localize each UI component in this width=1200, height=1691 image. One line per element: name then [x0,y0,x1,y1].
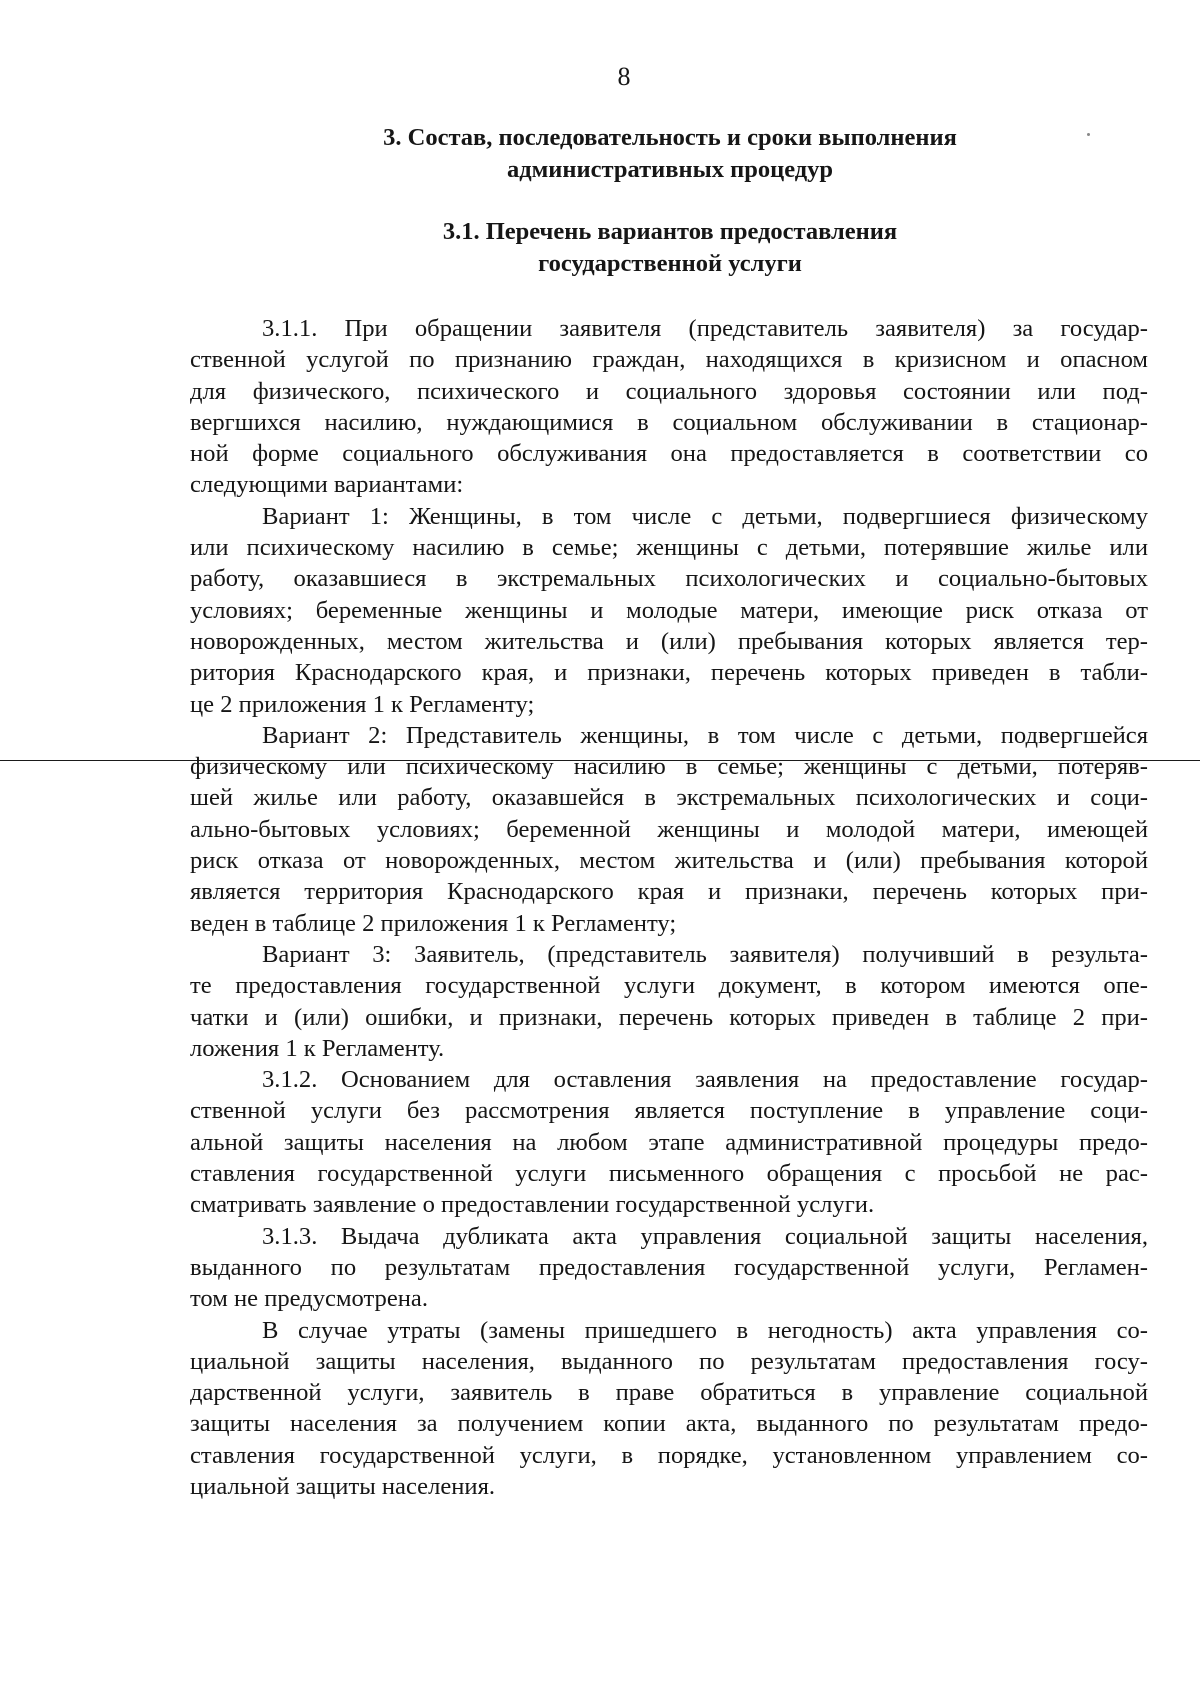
text-line: является территория Краснодарского края и признаки, перечень которых при- [190,878,1148,906]
text-line: защиты населения за получением копии акта, выданного по результатам предо- [190,1410,1148,1438]
text-line: ложения 1 к Регламенту. [190,1034,445,1062]
subsection-heading [190,216,1150,280]
text-line: ставления государственной услуги, в порядке, установленном управлением со- [190,1441,1148,1469]
text-line: це 2 приложения 1 к Регламенту; [190,690,535,718]
text-line: чатки и (или) ошибки, и признаки, перечень которых приведен в таблице 2 при- [190,1003,1148,1031]
section-heading-line-1: 3. Состав, последовательность и сроки выполнения [383,124,957,151]
text-line: условиях; беременные женщины и молодые матери, имеющие риск отказа от [190,596,1148,624]
text-line: Вариант 2: Представитель женщины, в том числе с детьми, подвергшейся [262,721,1148,749]
body-text [190,313,1148,1502]
text-line: для физического, психического и социального здоровья состоянии или под- [190,377,1148,405]
text-line: ально-бытовых условиях; беременной женщины и молодой матери, имеющей [190,815,1148,843]
text-line: или психическому насилию в семье; женщины с детьми, потерявшие жилье или [190,534,1148,562]
section-heading-line-2: административных процедур [506,156,834,183]
text-line: циальной защиты населения, выданного по результатам предоставления госу- [190,1347,1148,1375]
text-line: работу, оказавшиеся в экстремальных психологических и социально-бытовых [190,565,1148,593]
text-line: В случае утраты (замены пришедшего в негодность) акта управления со- [262,1316,1148,1344]
text-line: веден в таблице 2 приложения 1 к Регламенту; [190,909,677,937]
text-line: циальной защиты населения. [190,1472,496,1500]
text-line: сматривать заявление о предоставлении государственной услуги. [190,1191,875,1219]
text-line: те предоставления государственной услуги документ, в котором имеются опе- [190,972,1148,1000]
page-number: 8 [617,62,631,91]
text-line: риск отказа от новорожденных, местом жительства и (или) пребывания которой [190,847,1148,875]
text-line: 3.1.3. Выдача дубликата акта управления социальной защиты населения, [262,1222,1148,1250]
text-line: ритория Краснодарского края, и признаки, перечень которых приведен в табли- [190,659,1148,687]
subsection-heading-line-1: 3.1. Перечень вариантов предоставления [442,218,898,245]
text-line: том не предусмотрена. [190,1285,428,1313]
text-line: новорожденных, местом жительства и (или) пребывания которых является тер- [190,627,1148,655]
text-line: ной форме социального обслуживания она предоставляется в соответствии со [190,440,1148,468]
text-line: шей жилье или работу, оказавшейся в экстремальных психологических и соци- [190,784,1148,812]
text-line: ственной услугой по признанию граждан, находящихся в кризисном и опасном [190,346,1148,374]
text-line: Вариант 1: Женщины, в том числе с детьми, подвергшиеся физическому [262,502,1148,530]
text-line: 3.1.2. Основанием для оставления заявления на предоставление государ- [262,1066,1148,1094]
text-line: выданного по результатам предоставления государственной услуги, Регламен- [190,1253,1148,1281]
text-line: Вариант 3: Заявитель, (представитель заявителя) получивший в результа- [262,940,1148,968]
text-line: следующими вариантами: [190,471,464,499]
text-line: ставления государственной услуги письменного обращения с просьбой не рас- [190,1160,1148,1188]
text-line: 3.1.1. При обращении заявителя (представитель заявителя) за государ- [262,315,1148,342]
text-line: ственной услуги без рассмотрения является поступление в управление соци- [190,1097,1148,1125]
text-line: физическому или психическому насилию в семье; женщины с детьми, потеряв- [190,753,1148,781]
text-line: альной защиты населения на любом этапе административной процедуры предо- [190,1128,1148,1156]
text-line: дарственной услуги, заявитель в праве обратиться в управление социальной [190,1379,1148,1407]
section-heading [190,122,1150,186]
text-line: вергшихся насилию, нуждающимися в социальном обслуживании в стационар- [190,408,1148,436]
subsection-heading-line-2: государственной услуги [538,250,802,277]
